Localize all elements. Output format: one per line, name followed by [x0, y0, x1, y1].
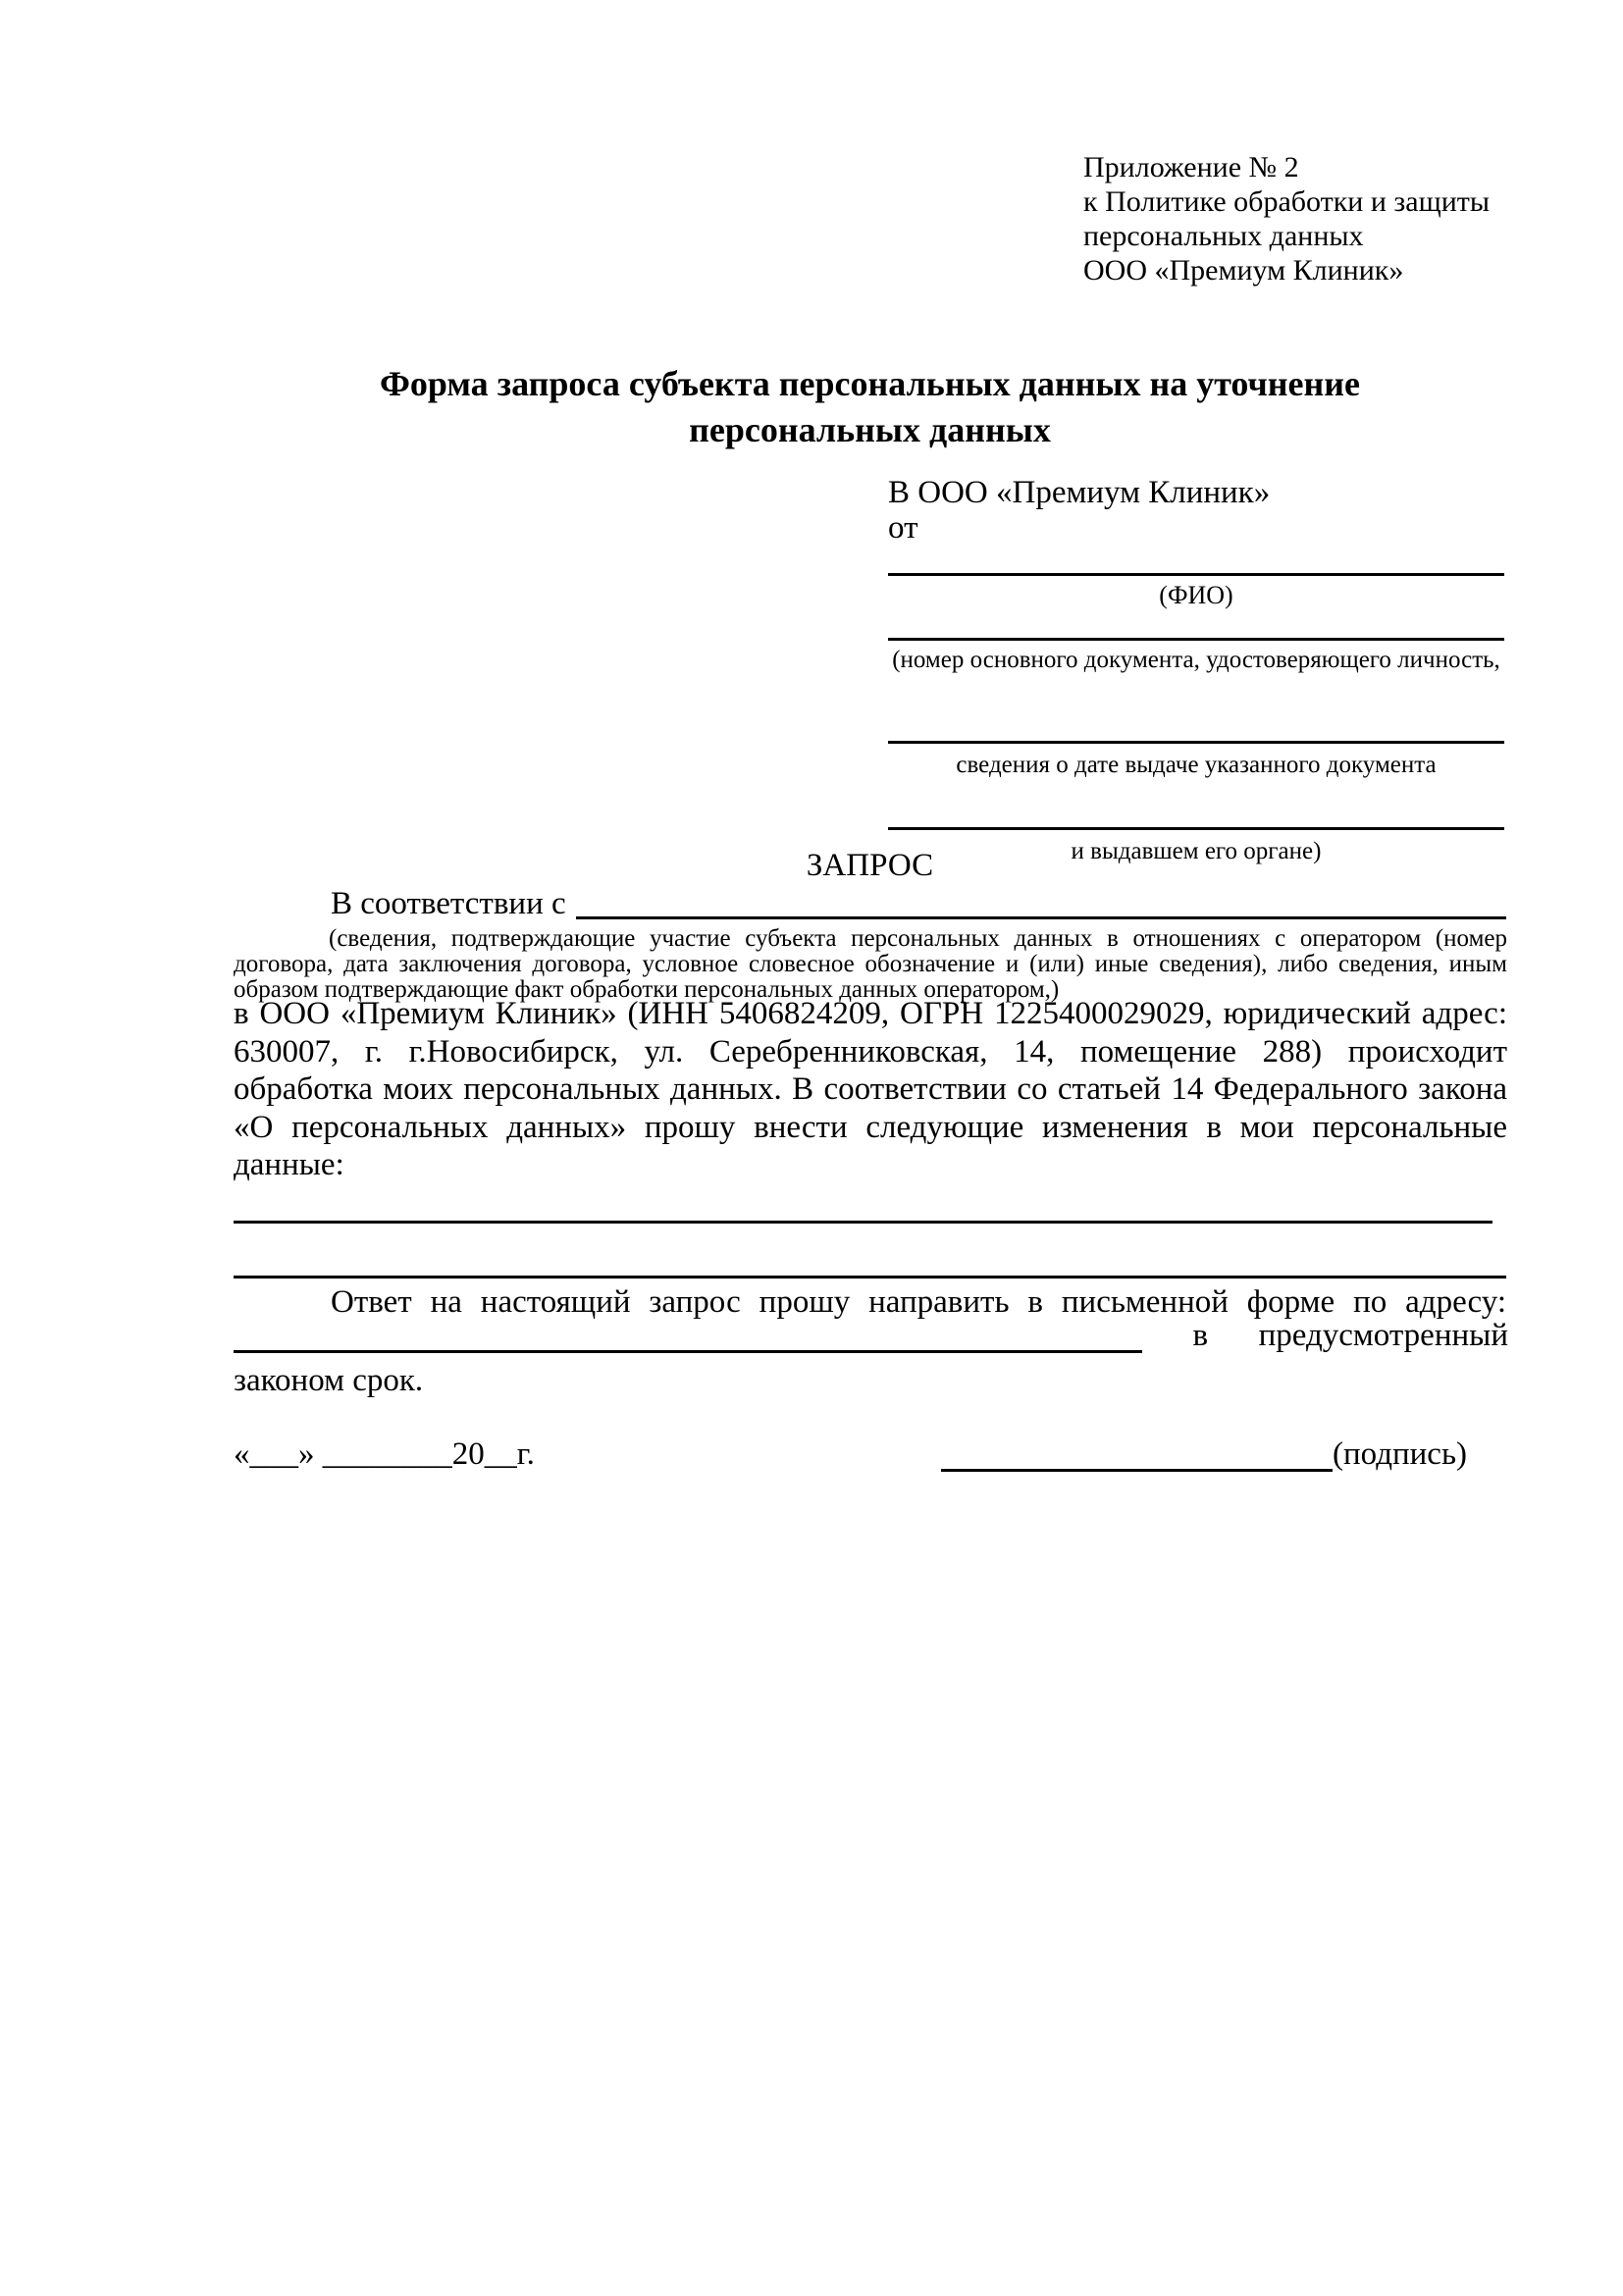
addressee-block: [888, 475, 1270, 546]
reply-address-sentence: Ответ на настоящий запрос прошу направить в письменной форме по адресу:: [331, 1284, 1506, 1320]
signature-caption: (подпись): [1333, 1436, 1467, 1472]
annex-line-4: ООО «Премиум Клиник»: [1083, 254, 1404, 287]
signature-row: [941, 1436, 1471, 1472]
annex-line-2: к Политике обработки и защиты: [1083, 185, 1491, 218]
fine-print-note: (сведения, подтверждающие участие субъекта персональных данных в отношениях с оператором (номер договора, дата заключения договора, условное словесное обозначение и (или) иные сведения), либо сведения, иным образом подтверждающие факт обработки персональных данных оператором,): [234, 925, 1507, 1003]
document-title-line-1: Форма запроса субъекта персональных данных на уточнение: [380, 364, 1360, 403]
signature-fill-line: [941, 1439, 1333, 1472]
reply-word-predusmotrenny: предусмотренный: [1258, 1318, 1508, 1353]
document-number-caption: (номер основного документа, удостоверяющего личность,: [892, 647, 1500, 673]
request-intro-text: В соответствии с: [331, 886, 566, 921]
annex-line-1: Приложение № 2: [1083, 151, 1299, 183]
reply-word-v: в: [1192, 1318, 1209, 1353]
basis-fill-line: [576, 886, 1506, 919]
fio-fill-line: [888, 573, 1504, 576]
issuing-authority-caption: и выдавшем его органе): [1071, 838, 1322, 864]
document-title: [234, 361, 1506, 453]
annex-line-3: персональных данных: [1083, 220, 1364, 252]
reply-address-row: [234, 1318, 1508, 1353]
request-intro-row: [331, 886, 1506, 921]
changes-fill-line-1: [234, 1221, 1492, 1224]
annex-block: [1083, 150, 1490, 287]
fio-caption: (ФИО): [1159, 581, 1233, 609]
addressee-to: В ООО «Премиум Клиник»: [888, 475, 1271, 510]
reply-term-text: законом срок.: [234, 1363, 424, 1398]
document-title-line-2: персональных данных: [689, 410, 1051, 449]
request-heading: ЗАПРОС: [806, 848, 934, 883]
reply-address-fill-line: [234, 1318, 1142, 1353]
addressee-from: от: [888, 510, 918, 546]
issue-date-caption: сведения о дате выдаче указанного документа: [956, 752, 1437, 778]
changes-fill-line-2: [234, 1276, 1506, 1278]
issuing-authority-fill-line: [888, 827, 1504, 830]
request-body-paragraph: в ООО «Премиум Клиник» (ИНН 5406824209, ОГРН 1225400029029, юридический адрес: 630007, г. г.Новосибирск, ул. Серебренниковская, 14, помещение 288) происходит обработка моих персональных данных. В соответствии со статьей 14 Федерального закона «О персональных данных» прошу внести следующие изменения в мои персональные данные:: [234, 996, 1507, 1182]
document-number-fill-line: [888, 638, 1504, 641]
issue-date-fill-line: [888, 741, 1504, 744]
date-fill-text: «___» ________20__г.: [234, 1436, 535, 1472]
